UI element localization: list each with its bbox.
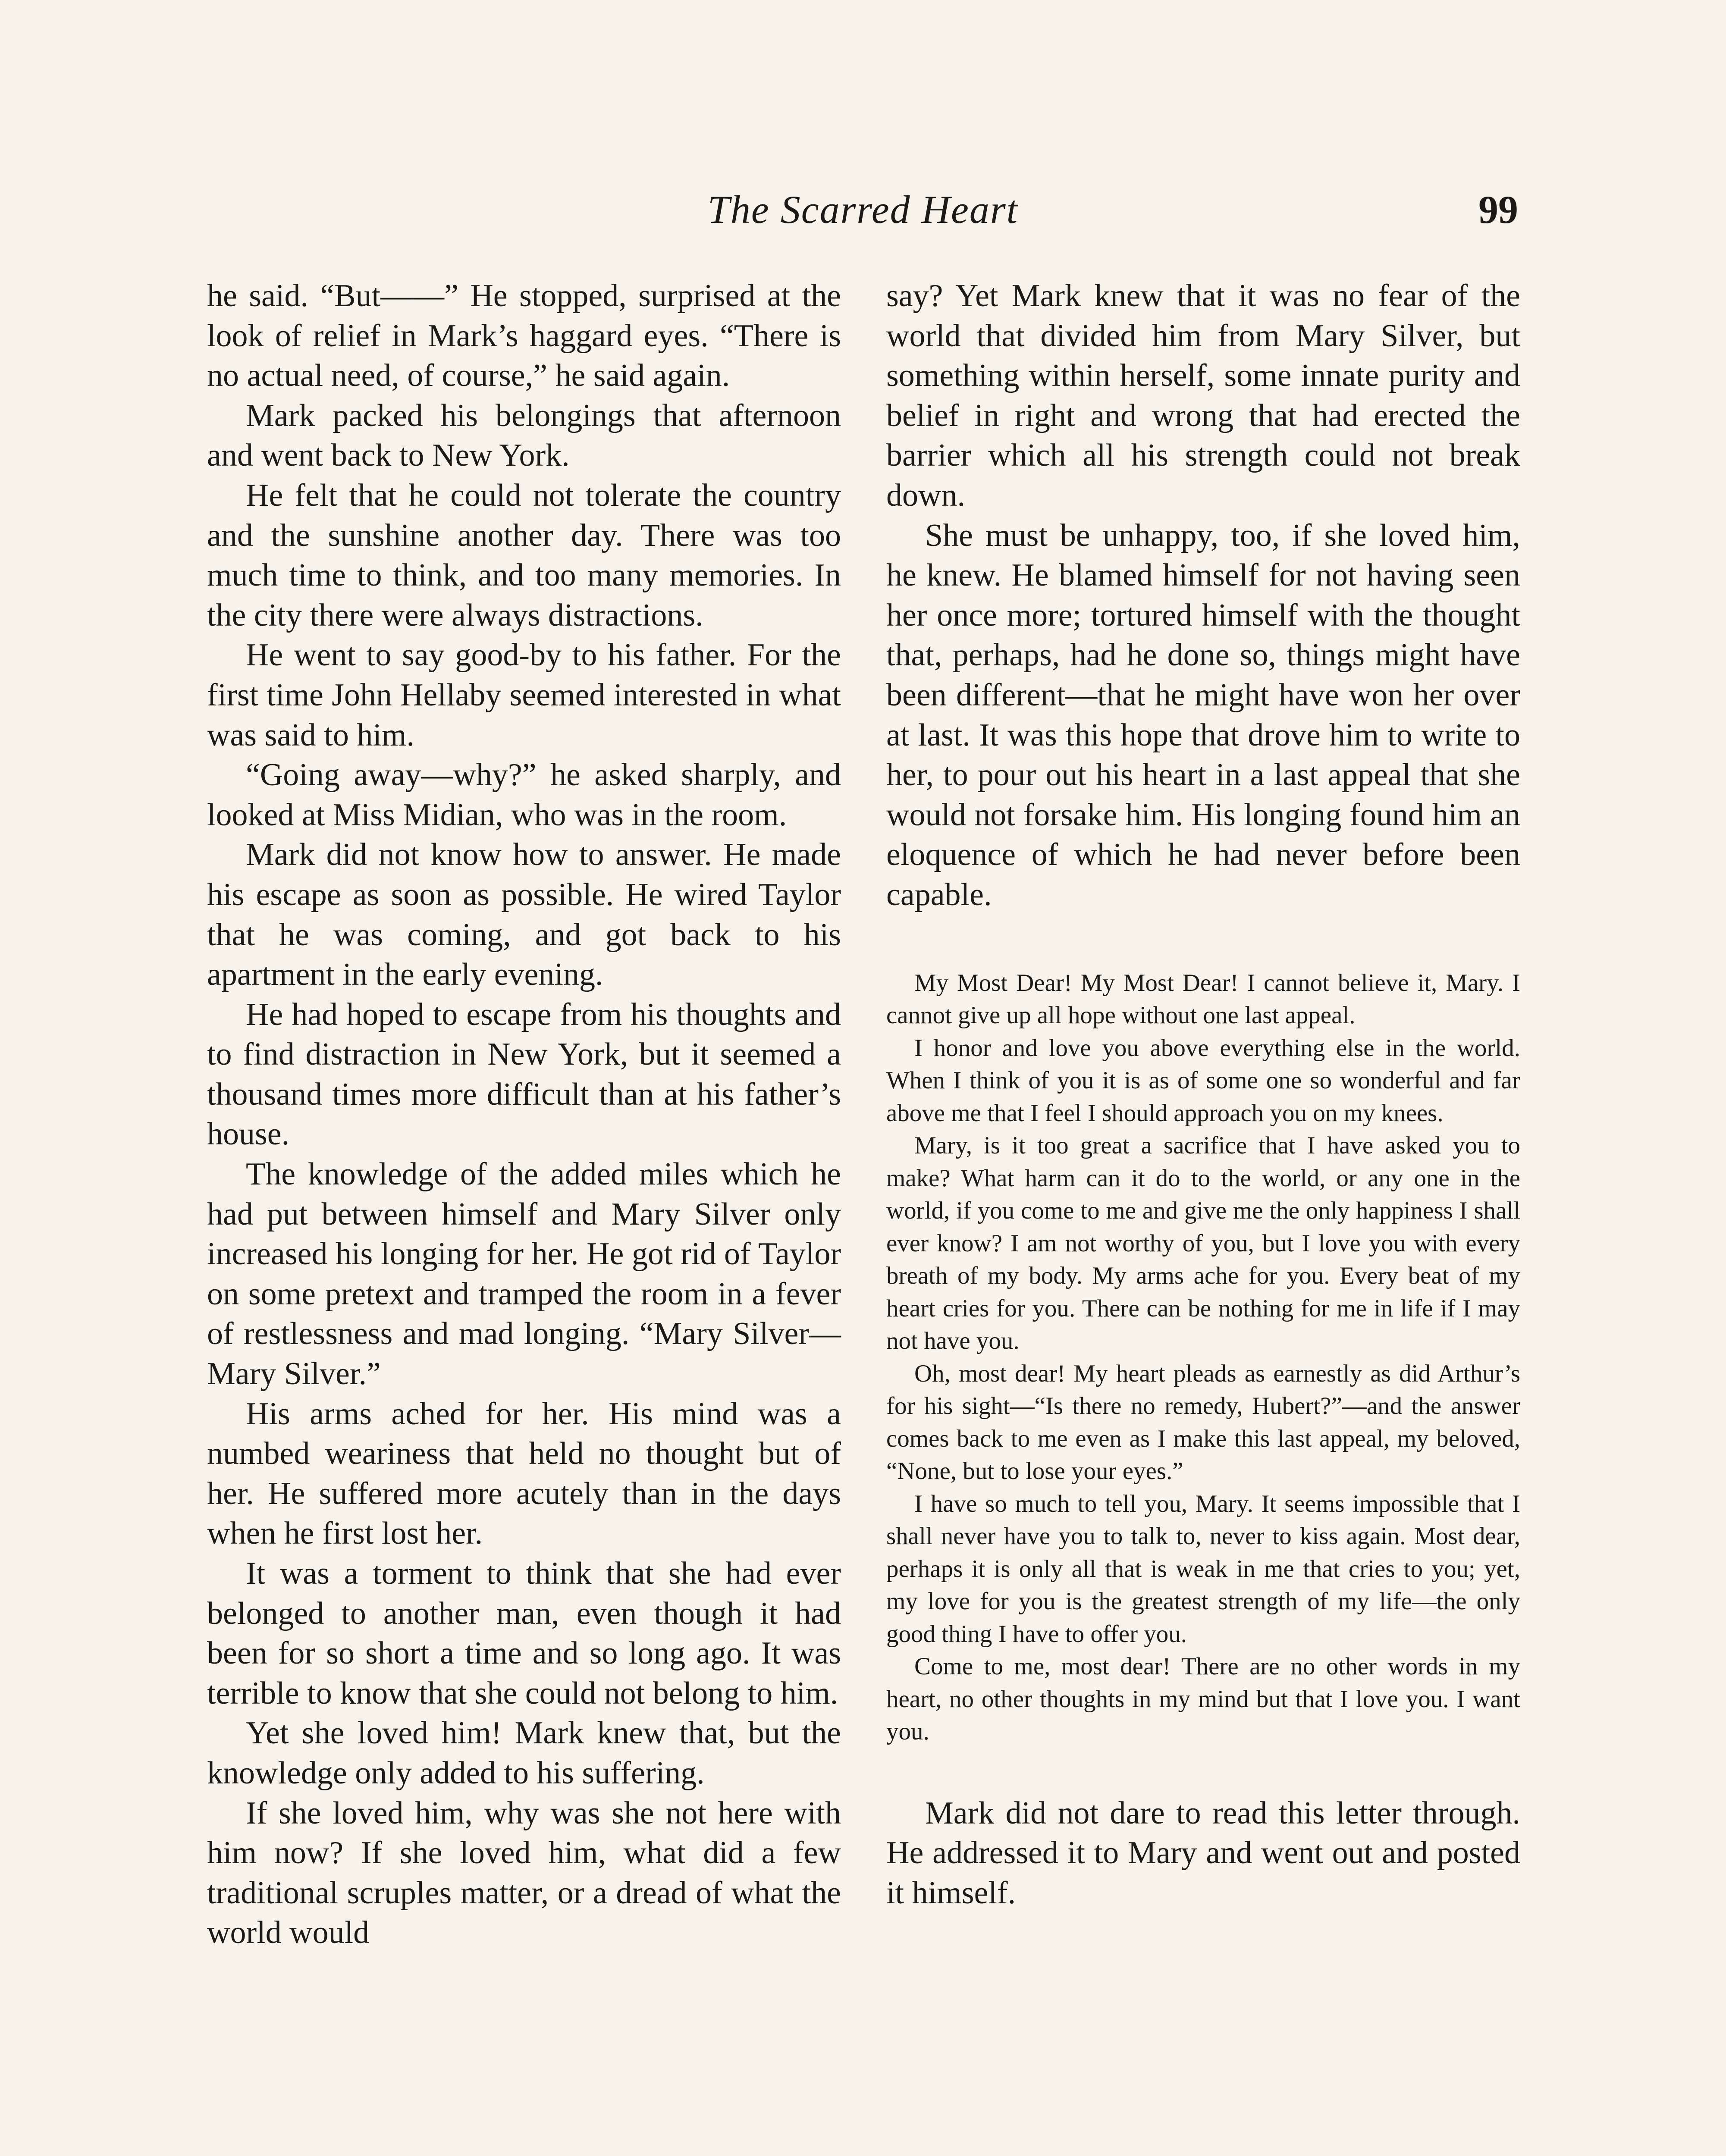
letter-block [886,967,1520,1748]
right-column [886,276,1520,1913]
page-number: 99 [1478,188,1518,232]
left-column [207,276,841,1953]
letter-paragraph: Come to me, most dear! There are no other words in my heart, no other thoughts in my mind but that I love you. I want you. [886,1653,1520,1745]
paragraph: Mark did not know how to answer. He made his escape as soon as possible. He wired Taylor that he was coming, and got back to his apartment in the early evening. [207,837,841,993]
paragraph: he said. “But——” He stopped, surprised at the look of relief in Mark’s haggard eyes. “There is no actual need, of course,” he said again. [207,278,841,394]
paragraph: He went to say good-by to his father. For the first time John Hellaby seemed interested in what was said to him. [207,637,841,753]
letter-paragraph: Mary, is it too great a sacrifice that I have asked you to make? What harm can it do to the world, or any one in the world, if you come to me and give me the only happiness I shall ever know? I am not worthy of you, but I love you with every breath of my body. My arms ache for you. Every beat of my heart cries for you. There can be nothing for me in life if I may not have you. [886,1132,1520,1354]
letter-paragraph: I honor and love you above everything else in the world. When I think of you it is as of some one so wonderful and far above me that I feel I should approach you on my knees. [886,1034,1520,1127]
paragraph: say? Yet Mark knew that it was no fear of the world that divided him from Mary Silver, but something within herself, some innate purity and belief in right and wrong that had erected the barrier which all his strength could not break down. [886,278,1520,513]
paragraph: Mark did not dare to read this letter through. He addressed it to Mary and went out and posted it himself. [886,1795,1520,1911]
letter-paragraph: I have so much to tell you, Mary. It seems impossible that I shall never have you to talk to, never to kiss again. Most dear, perhaps it is only all that is weak in me that cries to you; yet, my love for you is the greatest strength of my life—the only good thing I have to offer you. [886,1490,1520,1648]
letter-paragraph: Oh, most dear! My heart pleads as earnestly as did Arthur’s for his sight—“Is there no remedy, Hubert?”—and the answer comes back to me even as I make this last appeal, my beloved, “None, but to lose your eyes.” [886,1360,1520,1485]
paragraph: “Going away—why?” he asked sharply, and looked at Miss Midian, who was in the room. [207,757,841,833]
paragraph: Mark packed his belongings that afternoon and went back to New York. [207,398,841,473]
paragraph: It was a torment to think that she had ever belonged to another man, even though it had been for so short a time and so long ago. It was terrible to know that she could not belong to him. [207,1556,841,1711]
paragraph: His arms ached for her. His mind was a numbed weariness that held no thought but of her. He suffered more acutely than in the days when he first lost her. [207,1396,841,1551]
running-header-title: The Scarred Heart [707,188,1019,232]
letter-paragraph: My Most Dear! My Most Dear! I cannot believe it, Mary. I cannot give up all hope without one last appeal. [886,969,1520,1029]
paragraph: She must be unhappy, too, if she loved him, he knew. He blamed himself for not having seen her once more; tortured himself with the thought that, perhaps, had he done so, things might have been different—that he might have won her over at last. It was this hope that drove him to write to her, to pour out his heart in a last appeal that she would not forsake him. His longing found him an eloquence of which he had never before been capable. [886,517,1520,912]
paragraph: The knowledge of the added miles which he had put between himself and Mary Silver only increased his longing for her. He got rid of Taylor on some pretext and tramped the room in a fever of restlessness and mad longing. “Mary Silver—Mary Silver.” [207,1156,841,1392]
paragraph: If she loved him, why was she not here with him now? If she loved him, what did a few traditional scruples matter, or a dread of what the world would [207,1795,841,1951]
paragraph: He had hoped to escape from his thoughts and to find distraction in New York, but it seemed a thousand times more difficult than at his father’s house. [207,997,841,1152]
paragraph: Yet she loved him! Mark knew that, but the knowledge only added to his suffering. [207,1715,841,1791]
paragraph: He felt that he could not tolerate the country and the sunshine another day. There was too much time to think, and too many memories. In the city there were always distractions. [207,477,841,633]
